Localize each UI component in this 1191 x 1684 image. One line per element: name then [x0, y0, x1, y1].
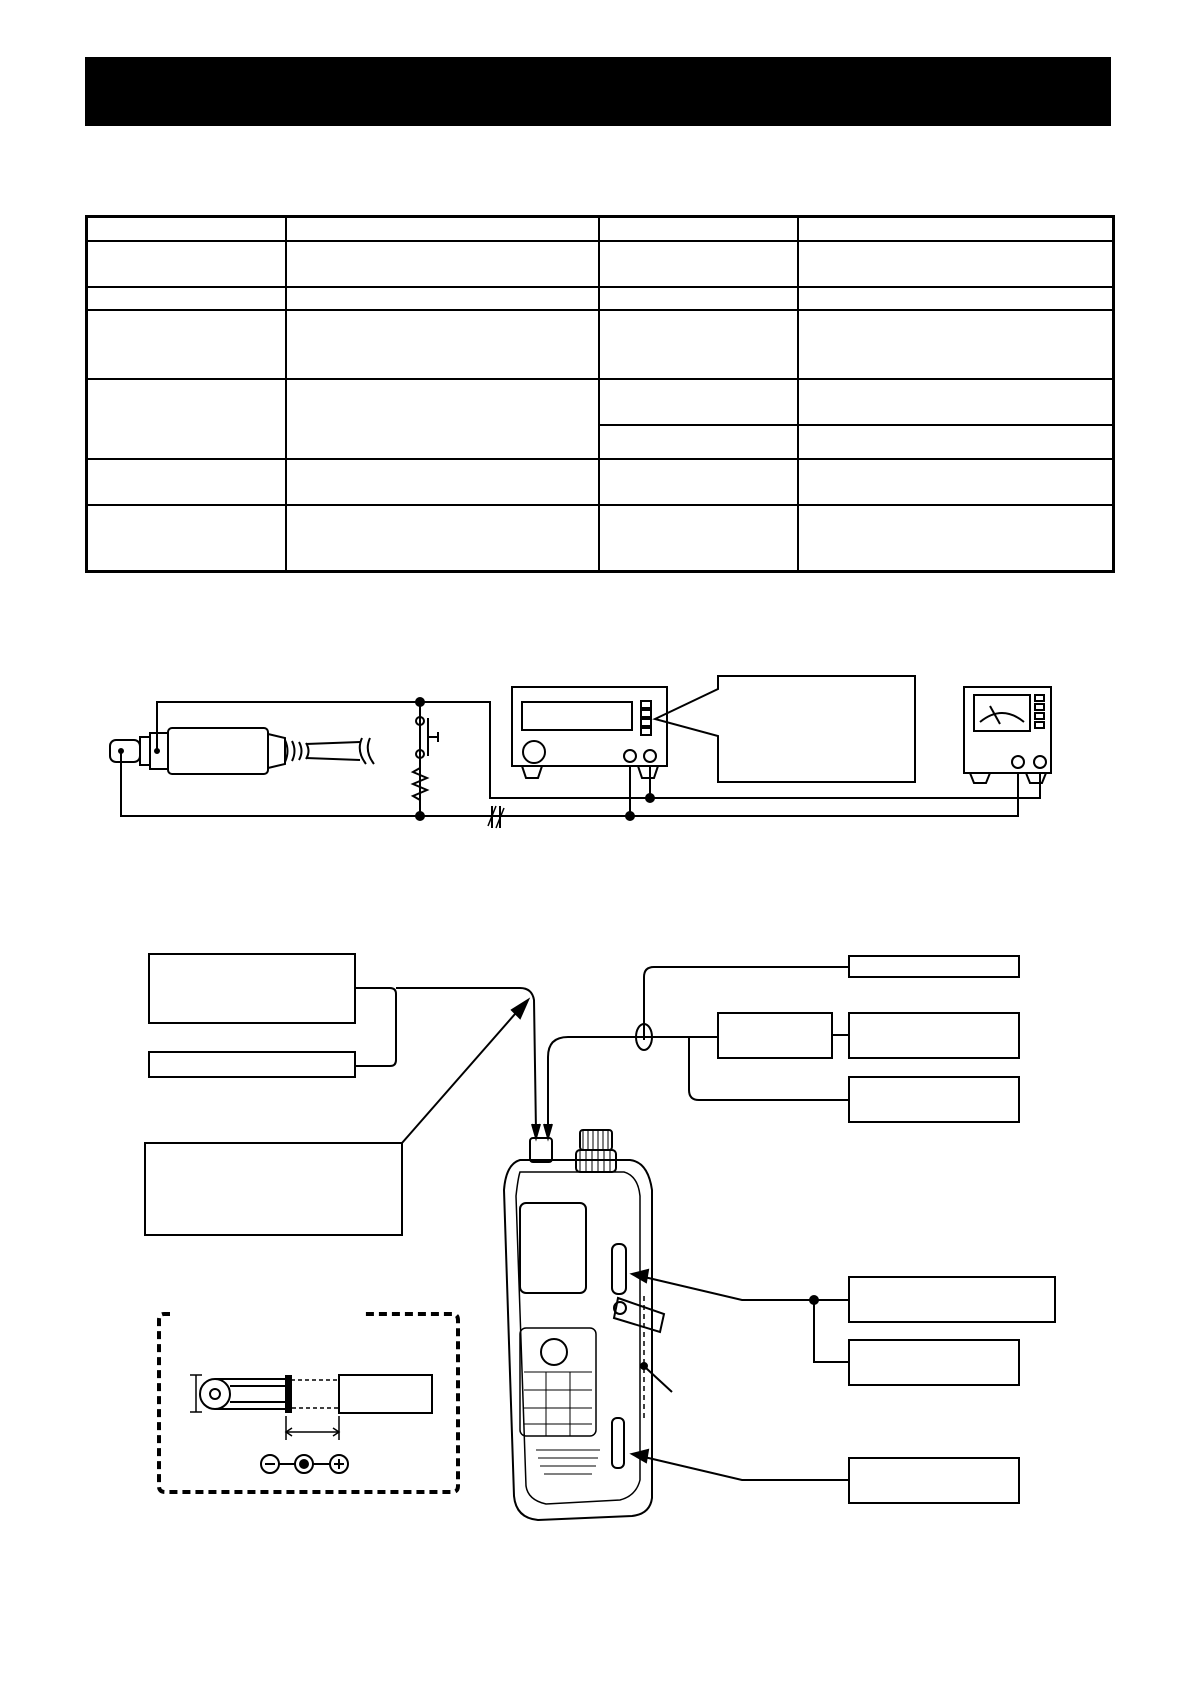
connector-line	[355, 988, 396, 1066]
label-box	[849, 1458, 1019, 1503]
test-circuit-diagram	[110, 676, 1051, 828]
junction-dot	[646, 794, 654, 802]
resistor-icon	[413, 768, 427, 816]
cable-line	[548, 1037, 718, 1132]
handheld-radio-icon	[504, 1130, 664, 1520]
dc-plug-inset	[159, 1314, 458, 1492]
label-box	[149, 1052, 355, 1077]
cable-line	[689, 1037, 849, 1100]
pointer-line	[646, 1368, 672, 1392]
meter-instrument-icon	[964, 687, 1051, 783]
pointer-line	[640, 1276, 814, 1300]
polarity-symbol-icon	[261, 1455, 348, 1473]
arrow-head-icon	[532, 1124, 540, 1138]
label-box	[849, 1077, 1019, 1122]
label-box	[145, 1143, 402, 1235]
arrow-head-icon	[544, 1124, 552, 1138]
label-box	[849, 1013, 1019, 1058]
callout-box	[655, 676, 915, 782]
radio-connection-diagram	[145, 954, 1055, 1520]
label-box	[149, 954, 355, 1023]
circuit-wire	[121, 702, 420, 816]
plug-connector-icon	[110, 728, 374, 774]
label-box	[849, 1340, 1019, 1385]
pointer-line	[402, 1006, 522, 1143]
cable-line	[644, 967, 849, 1040]
connector-line	[814, 1300, 849, 1362]
label-box	[718, 1013, 832, 1058]
pointer-line	[640, 1456, 849, 1480]
junction-dot	[626, 812, 634, 820]
label-box	[849, 1277, 1055, 1322]
label-box	[849, 956, 1019, 977]
signal-generator-icon	[512, 687, 667, 778]
